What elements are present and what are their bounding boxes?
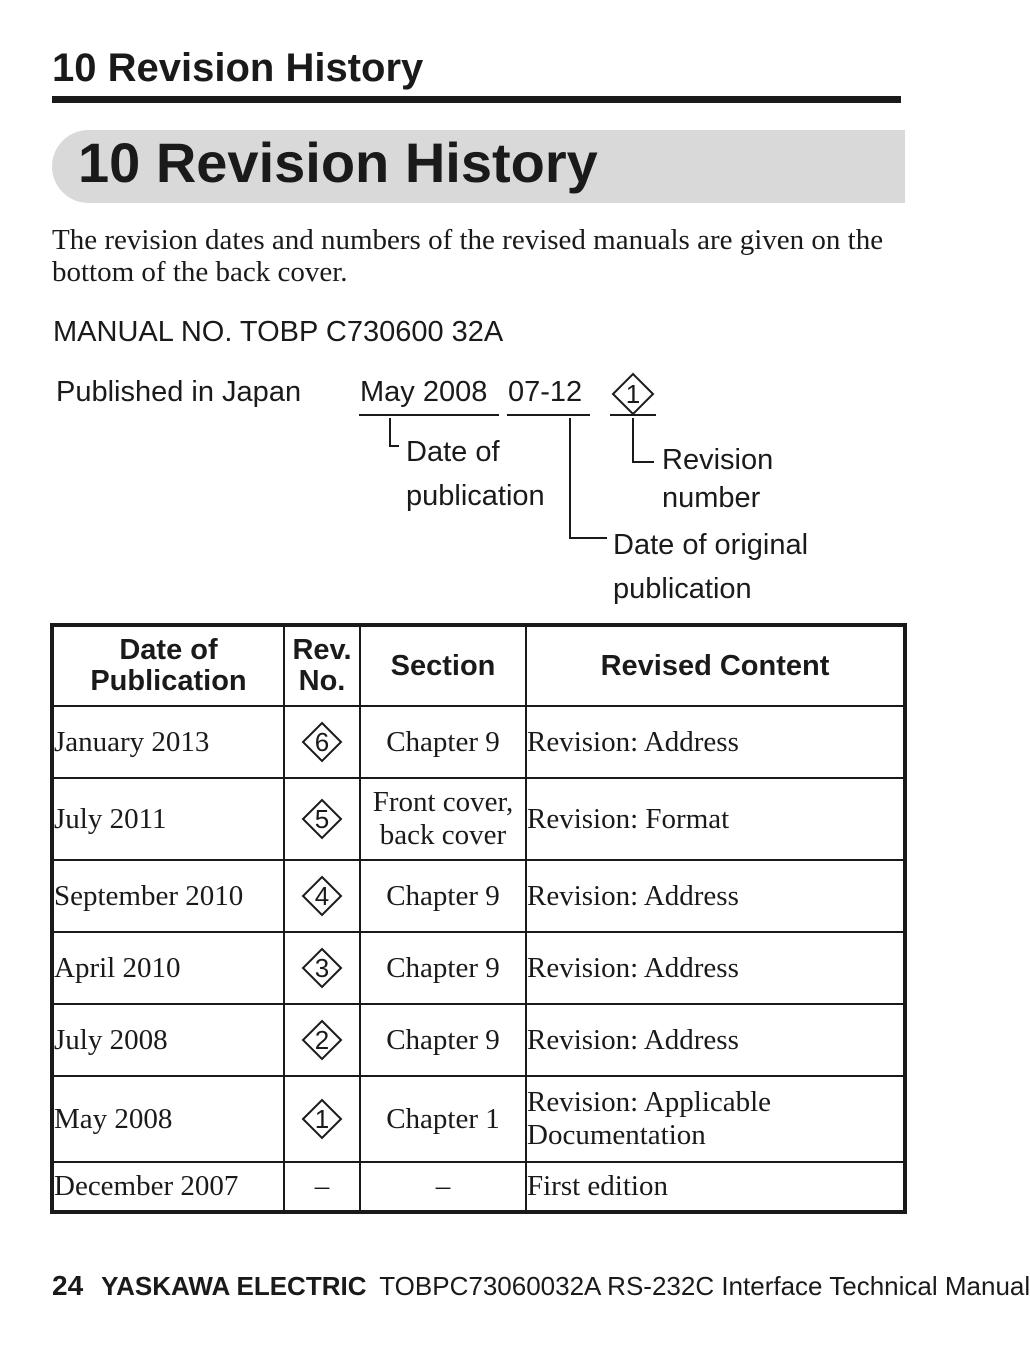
cell-rev-no <box>284 778 360 860</box>
section-title: 10 Revision History <box>78 131 598 194</box>
table-row <box>52 1004 905 1076</box>
cell-date: September 2010 <box>52 860 284 932</box>
header-rule <box>52 96 901 103</box>
intro-paragraph: The revision dates and numbers of the revised manuals are given on the bottom of the back cover. <box>52 224 884 288</box>
cell-revised-content: Revision: Format <box>526 778 905 860</box>
rev-number-text: 6 <box>314 727 330 757</box>
cell-section: Chapter 9 <box>360 706 526 778</box>
rev-leader-tick <box>632 461 654 463</box>
page-number: 24 <box>52 1270 84 1301</box>
cell-rev-no <box>284 1162 360 1212</box>
revision-diamond-icon <box>611 372 655 416</box>
date-leader-line <box>389 418 391 446</box>
revision-diamond-icon <box>300 720 344 764</box>
footer-doc-title: TOBPC73060032A RS-232C Interface Technical Manual <box>379 1271 1030 1301</box>
cell-section: Front cover, back cover <box>360 778 526 860</box>
cell-rev-no <box>284 706 360 778</box>
cell-section: Chapter 9 <box>360 860 526 932</box>
running-head: 10 Revision History <box>52 46 424 90</box>
footer-brand: YASKAWA ELECTRIC <box>101 1271 367 1301</box>
publication-date: May 2008 <box>360 376 488 408</box>
header-revised-content: Revised Content <box>526 625 905 706</box>
cell-date: January 2013 <box>52 706 284 778</box>
table-row <box>52 860 905 932</box>
date-leader-tick <box>389 445 399 447</box>
table-row <box>52 932 905 1004</box>
cell-section: Chapter 1 <box>360 1076 526 1162</box>
header-section: Section <box>360 625 526 706</box>
cell-section: Chapter 9 <box>360 932 526 1004</box>
original-date: 07-12 <box>508 376 583 408</box>
cell-section: Chapter 9 <box>360 1004 526 1076</box>
cell-revised-content: Revision: Address <box>526 932 905 1004</box>
cell-date: July 2008 <box>52 1004 284 1076</box>
revision-diamond-icon <box>300 1097 344 1141</box>
orig-date-underline <box>507 414 590 416</box>
cell-revised-content: Revision: Address <box>526 706 905 778</box>
cell-rev-no <box>284 1076 360 1162</box>
label-date-of-original-publication: Date of original publication <box>613 529 809 605</box>
header-rev-no: Rev. No. <box>284 625 360 706</box>
cell-revised-content: Revision: Address <box>526 860 905 932</box>
revision-diamond-icon <box>300 1018 344 1062</box>
cell-rev-no <box>284 932 360 1004</box>
label-date-of-publication: Date of publication <box>406 436 545 512</box>
cell-section: – <box>360 1162 526 1212</box>
revision-diamond-number: 1 <box>625 379 641 409</box>
rev-number-text: 1 <box>314 1104 330 1134</box>
pub-date-underline <box>359 414 499 416</box>
cell-date: May 2008 <box>52 1076 284 1162</box>
page-footer <box>52 1268 1030 1304</box>
revision-history-table <box>50 623 907 1214</box>
table-header-row <box>52 625 905 706</box>
rev-leader-line <box>632 418 634 462</box>
cell-date: April 2010 <box>52 932 284 1004</box>
orig-leader-tick <box>569 537 607 539</box>
cell-rev-no <box>284 860 360 932</box>
header-date-of-publication: Date of Publication <box>52 625 284 706</box>
table-row <box>52 1076 905 1162</box>
rev-number-text: 3 <box>314 953 330 983</box>
revision-diamond-icon <box>300 797 344 841</box>
published-in-japan: Published in Japan <box>56 376 302 408</box>
cell-revised-content: Revision: Address <box>526 1004 905 1076</box>
cell-date: December 2007 <box>52 1162 284 1212</box>
table-row <box>52 1162 905 1212</box>
rev-underline <box>610 414 656 416</box>
table-row <box>52 706 905 778</box>
label-revision-number: Revision number <box>662 444 774 514</box>
cell-date: July 2011 <box>52 778 284 860</box>
manual-number: MANUAL NO. TOBP C730600 32A <box>53 316 504 348</box>
rev-number-text: 4 <box>314 881 330 911</box>
revision-diamond-icon <box>300 946 344 990</box>
table-body <box>52 706 905 1212</box>
rev-number-text: 5 <box>314 804 330 834</box>
table-row <box>52 778 905 860</box>
rev-number-text: – <box>314 1170 330 1202</box>
orig-leader-line <box>569 418 571 538</box>
rev-number-text: 2 <box>314 1025 330 1055</box>
cell-rev-no <box>284 1004 360 1076</box>
cell-revised-content: Revision: Applicable Documentation <box>526 1076 905 1162</box>
revision-diamond-icon <box>300 874 344 918</box>
cell-revised-content: First edition <box>526 1162 905 1212</box>
